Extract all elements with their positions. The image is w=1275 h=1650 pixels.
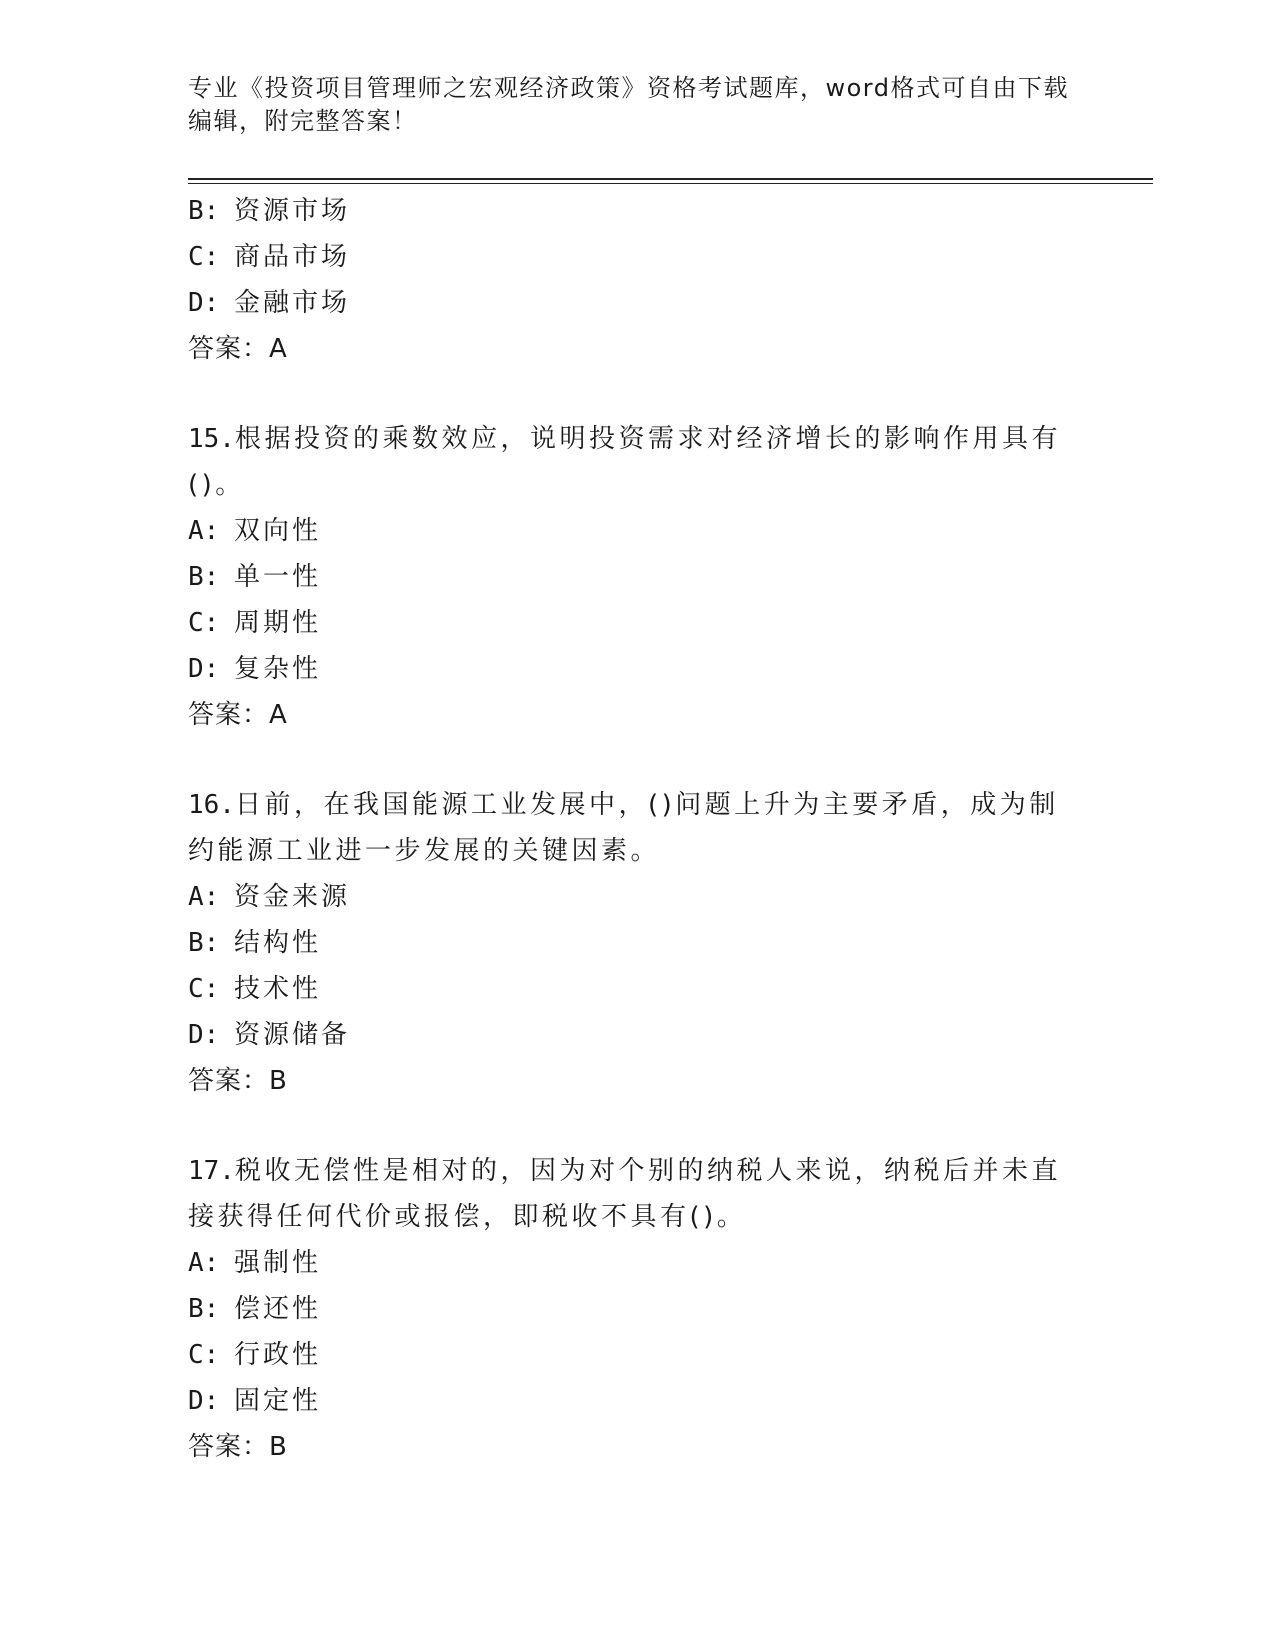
option-letter: D: (188, 288, 220, 318)
option-letter: B: (188, 1294, 220, 1324)
option-text: 强制性 (234, 1248, 322, 1278)
option-letter: D: (188, 1020, 220, 1050)
option-c (188, 1332, 1088, 1378)
question-stem (188, 1148, 1088, 1240)
option-text: 技术性 (234, 974, 322, 1004)
option-text: 资源储备 (234, 1020, 351, 1050)
header-divider-thick (188, 178, 1153, 180)
question-stem (188, 416, 1088, 508)
option-b (188, 1286, 1088, 1332)
option-letter: B: (188, 928, 220, 958)
answer-label: 答案： (188, 1432, 270, 1462)
option-text: 行政性 (234, 1340, 322, 1370)
question-text: 根据投资的乘数效应，说明投资需求对经济增长的影响作用具有()。 (188, 424, 1061, 500)
option-text: 周期性 (234, 608, 322, 638)
answer-value: B (269, 1066, 288, 1096)
option-text: 双向性 (234, 516, 322, 546)
option-a (188, 1240, 1088, 1286)
answer-value: B (269, 1432, 288, 1462)
option-a (188, 508, 1088, 554)
option-letter: B: (188, 562, 220, 592)
option-b (188, 554, 1088, 600)
option-letter: D: (188, 1386, 220, 1416)
option-letter: A: (188, 1248, 220, 1278)
option-text: 单一性 (234, 562, 322, 592)
option-d (188, 1012, 1088, 1058)
question-number: 17. (188, 1156, 235, 1186)
answer-value: A (269, 334, 288, 364)
option-letter: D: (188, 654, 220, 684)
question-stem (188, 782, 1088, 874)
option-text: 固定性 (234, 1386, 322, 1416)
option-d (188, 646, 1088, 692)
option-letter: A: (188, 516, 220, 546)
option-text: 资源市场 (234, 196, 351, 226)
option-c (188, 966, 1088, 1012)
option-b (188, 920, 1088, 966)
answer-label: 答案： (188, 1066, 270, 1096)
question-16 (188, 782, 1088, 1104)
option-letter: A: (188, 882, 220, 912)
option-text: 金融市场 (234, 288, 351, 318)
option-d (188, 280, 1088, 326)
answer-line (188, 692, 1088, 738)
option-letter: C: (188, 1340, 220, 1370)
answer-line (188, 326, 1088, 372)
question-number: 16. (188, 790, 235, 820)
option-b (188, 188, 1088, 234)
option-text: 结构性 (234, 928, 322, 958)
question-14-remainder (188, 188, 1088, 372)
document-header: 专业《投资项目管理师之宏观经济政策》资格考试题库，word格式可自由下载编辑，附完整答案！ (188, 74, 1069, 135)
answer-label: 答案： (188, 334, 270, 364)
question-list (188, 188, 1088, 1470)
option-text: 偿还性 (234, 1294, 322, 1324)
option-letter: C: (188, 242, 220, 272)
option-d (188, 1378, 1088, 1424)
header-divider-thin (188, 183, 1153, 184)
option-text: 复杂性 (234, 654, 322, 684)
question-17 (188, 1148, 1088, 1470)
question-number: 15. (188, 424, 235, 454)
question-15 (188, 416, 1088, 738)
option-letter: C: (188, 974, 220, 1004)
question-text: 日前，在我国能源工业发展中，()问题上升为主要矛盾，成为制约能源工业进一步发展的关键因素。 (188, 790, 1059, 866)
option-text: 资金来源 (234, 882, 351, 912)
answer-value: A (269, 700, 288, 730)
option-c (188, 234, 1088, 280)
option-letter: C: (188, 608, 220, 638)
option-c (188, 600, 1088, 646)
answer-label: 答案： (188, 700, 270, 730)
answer-line (188, 1424, 1088, 1470)
option-text: 商品市场 (234, 242, 351, 272)
option-a (188, 874, 1088, 920)
option-letter: B: (188, 196, 220, 226)
answer-line (188, 1058, 1088, 1104)
question-text: 税收无偿性是相对的，因为对个别的纳税人来说，纳税后并未直接获得任何代价或报偿，即税收不具有()。 (188, 1156, 1061, 1232)
